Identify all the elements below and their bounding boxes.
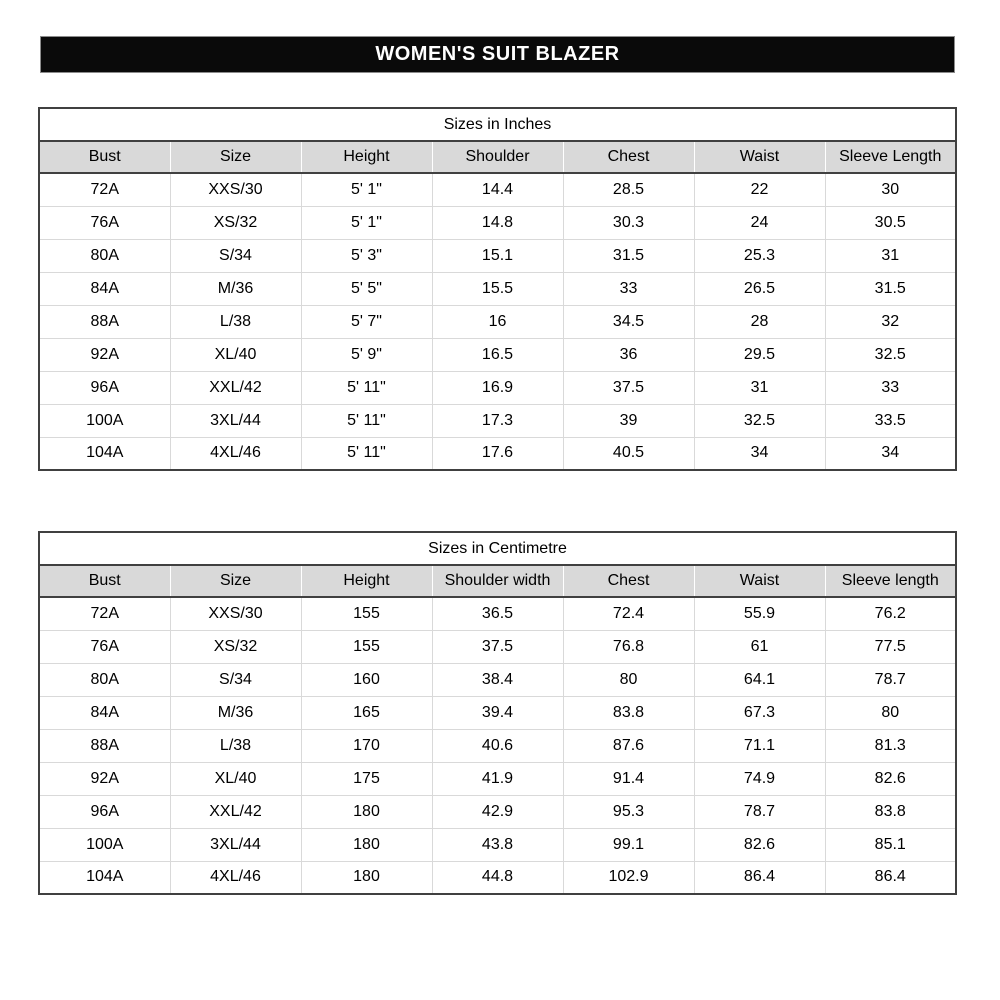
table-cell: 3XL/44 <box>170 404 301 437</box>
table-cell: S/34 <box>170 239 301 272</box>
table-cell: 82.6 <box>694 828 825 861</box>
column-header: Height <box>301 141 432 173</box>
table-cell: 5' 1" <box>301 206 432 239</box>
table-cell: 91.4 <box>563 762 694 795</box>
table-cell: 104A <box>39 861 170 894</box>
table-cell: 78.7 <box>694 795 825 828</box>
table-row <box>39 630 956 663</box>
table-row <box>39 437 956 470</box>
table-cell: 16 <box>432 305 563 338</box>
table-cell: 80 <box>563 663 694 696</box>
table-cell: 80A <box>39 239 170 272</box>
table-cell: 31.5 <box>563 239 694 272</box>
table-cell: 37.5 <box>563 371 694 404</box>
table-row <box>39 696 956 729</box>
table-cell: 83.8 <box>825 795 956 828</box>
table-cell: 5' 7" <box>301 305 432 338</box>
table-cell: 31.5 <box>825 272 956 305</box>
table-cell: 71.1 <box>694 729 825 762</box>
table-cell: 15.5 <box>432 272 563 305</box>
table-header-row <box>39 141 956 173</box>
table-cell: 34 <box>825 437 956 470</box>
table-cell: 55.9 <box>694 597 825 630</box>
table-cell: 34.5 <box>563 305 694 338</box>
table-cell: 84A <box>39 696 170 729</box>
product-title-banner <box>40 36 955 73</box>
table-cell: 33.5 <box>825 404 956 437</box>
table-row <box>39 239 956 272</box>
table-row <box>39 828 956 861</box>
table-cell: 3XL/44 <box>170 828 301 861</box>
column-header: Height <box>301 565 432 597</box>
table-cell: L/38 <box>170 729 301 762</box>
table-cell: 16.9 <box>432 371 563 404</box>
table-cell: 24 <box>694 206 825 239</box>
table-cell: 64.1 <box>694 663 825 696</box>
table-cell: 36.5 <box>432 597 563 630</box>
table-cell: 76A <box>39 206 170 239</box>
table-cell: 31 <box>825 239 956 272</box>
table-cell: 160 <box>301 663 432 696</box>
table-cell: 36 <box>563 338 694 371</box>
table-cell: 5' 11" <box>301 437 432 470</box>
table-cell: 32.5 <box>694 404 825 437</box>
table-cell: 28 <box>694 305 825 338</box>
table-cell: 29.5 <box>694 338 825 371</box>
table-cell: XXL/42 <box>170 795 301 828</box>
table-row <box>39 371 956 404</box>
table-row <box>39 762 956 795</box>
table-cell: 180 <box>301 795 432 828</box>
column-header: Chest <box>563 565 694 597</box>
table-cell: 76.2 <box>825 597 956 630</box>
table-cell: 81.3 <box>825 729 956 762</box>
table-cell: 32 <box>825 305 956 338</box>
column-header: Waist <box>694 141 825 173</box>
table-row <box>39 795 956 828</box>
table-title-row <box>39 108 956 141</box>
table-header-row <box>39 565 956 597</box>
table-cell: 104A <box>39 437 170 470</box>
table-title: Sizes in Inches <box>39 108 956 141</box>
page-title: WOMEN'S SUIT BLAZER <box>375 43 620 65</box>
table-cell: 80 <box>825 696 956 729</box>
table-cell: 92A <box>39 762 170 795</box>
table-cell: 180 <box>301 861 432 894</box>
column-header: Waist <box>694 565 825 597</box>
table-cell: M/36 <box>170 696 301 729</box>
table-cell: 33 <box>825 371 956 404</box>
table-cell: 22 <box>694 173 825 206</box>
table-cell: L/38 <box>170 305 301 338</box>
table-cell: 155 <box>301 630 432 663</box>
table-cell: 30.3 <box>563 206 694 239</box>
table-cell: 72.4 <box>563 597 694 630</box>
table-cell: 78.7 <box>825 663 956 696</box>
table-cell: 32.5 <box>825 338 956 371</box>
table-cell: 5' 9" <box>301 338 432 371</box>
table-cell: 76.8 <box>563 630 694 663</box>
table-cell: 39 <box>563 404 694 437</box>
table-cell: 85.1 <box>825 828 956 861</box>
table-cell: 100A <box>39 828 170 861</box>
table-cell: 72A <box>39 173 170 206</box>
table-cell: 83.8 <box>563 696 694 729</box>
table-cell: 165 <box>301 696 432 729</box>
table-cell: 40.6 <box>432 729 563 762</box>
table-cell: XXL/42 <box>170 371 301 404</box>
table-cell: 67.3 <box>694 696 825 729</box>
table-cell: 30.5 <box>825 206 956 239</box>
table-cell: 17.3 <box>432 404 563 437</box>
table-cell: 4XL/46 <box>170 861 301 894</box>
table-row <box>39 338 956 371</box>
table-cell: 82.6 <box>825 762 956 795</box>
table-row <box>39 272 956 305</box>
table-cell: 25.3 <box>694 239 825 272</box>
table-cell: 175 <box>301 762 432 795</box>
table-cell: 84A <box>39 272 170 305</box>
table-row <box>39 404 956 437</box>
table-cell: 16.5 <box>432 338 563 371</box>
table-row <box>39 861 956 894</box>
column-header: Size <box>170 141 301 173</box>
table-cell: 5' 11" <box>301 404 432 437</box>
table-cell: 5' 5" <box>301 272 432 305</box>
table-cell: 102.9 <box>563 861 694 894</box>
table-cell: 86.4 <box>694 861 825 894</box>
table-cell: 80A <box>39 663 170 696</box>
table-cell: 4XL/46 <box>170 437 301 470</box>
table-cell: 30 <box>825 173 956 206</box>
sizes-in-centimetre-table <box>38 531 957 895</box>
table-cell: 44.8 <box>432 861 563 894</box>
column-header: Sleeve Length <box>825 141 956 173</box>
table-cell: 100A <box>39 404 170 437</box>
sizes-in-inches-table <box>38 107 957 471</box>
table-cell: 155 <box>301 597 432 630</box>
column-header: Chest <box>563 141 694 173</box>
table-cell: 14.4 <box>432 173 563 206</box>
table-cell: 77.5 <box>825 630 956 663</box>
table-cell: 39.4 <box>432 696 563 729</box>
table-row <box>39 729 956 762</box>
column-header: Size <box>170 565 301 597</box>
table-cell: M/36 <box>170 272 301 305</box>
table-cell: 72A <box>39 597 170 630</box>
table-cell: 5' 3" <box>301 239 432 272</box>
table-row <box>39 597 956 630</box>
table-cell: 28.5 <box>563 173 694 206</box>
table-cell: XL/40 <box>170 762 301 795</box>
column-header: Shoulder width <box>432 565 563 597</box>
table-cell: 33 <box>563 272 694 305</box>
table-title: Sizes in Centimetre <box>39 532 956 565</box>
table-cell: 26.5 <box>694 272 825 305</box>
table-cell: 170 <box>301 729 432 762</box>
table-cell: 180 <box>301 828 432 861</box>
table-cell: 40.5 <box>563 437 694 470</box>
table-cell: 31 <box>694 371 825 404</box>
table-cell: XXS/30 <box>170 173 301 206</box>
table-cell: 99.1 <box>563 828 694 861</box>
table-cell: 88A <box>39 729 170 762</box>
table-cell: 74.9 <box>694 762 825 795</box>
table-title-row <box>39 532 956 565</box>
table-cell: 61 <box>694 630 825 663</box>
table-cell: 42.9 <box>432 795 563 828</box>
table-cell: 86.4 <box>825 861 956 894</box>
table-cell: XS/32 <box>170 630 301 663</box>
table-cell: 96A <box>39 795 170 828</box>
table-cell: 34 <box>694 437 825 470</box>
table-row <box>39 173 956 206</box>
table-row <box>39 663 956 696</box>
table-cell: 14.8 <box>432 206 563 239</box>
table-row <box>39 206 956 239</box>
table-cell: 76A <box>39 630 170 663</box>
table-cell: 5' 11" <box>301 371 432 404</box>
table-row <box>39 305 956 338</box>
table-cell: 43.8 <box>432 828 563 861</box>
column-header: Sleeve length <box>825 565 956 597</box>
table-cell: 87.6 <box>563 729 694 762</box>
table-cell: XL/40 <box>170 338 301 371</box>
table-cell: 96A <box>39 371 170 404</box>
column-header: Bust <box>39 141 170 173</box>
table-cell: S/34 <box>170 663 301 696</box>
table-cell: 41.9 <box>432 762 563 795</box>
table-cell: 38.4 <box>432 663 563 696</box>
table-cell: 95.3 <box>563 795 694 828</box>
table-cell: 15.1 <box>432 239 563 272</box>
column-header: Shoulder <box>432 141 563 173</box>
table-cell: 37.5 <box>432 630 563 663</box>
table-cell: 5' 1" <box>301 173 432 206</box>
table-cell: 92A <box>39 338 170 371</box>
table-cell: XXS/30 <box>170 597 301 630</box>
table-cell: XS/32 <box>170 206 301 239</box>
table-cell: 17.6 <box>432 437 563 470</box>
column-header: Bust <box>39 565 170 597</box>
table-cell: 88A <box>39 305 170 338</box>
